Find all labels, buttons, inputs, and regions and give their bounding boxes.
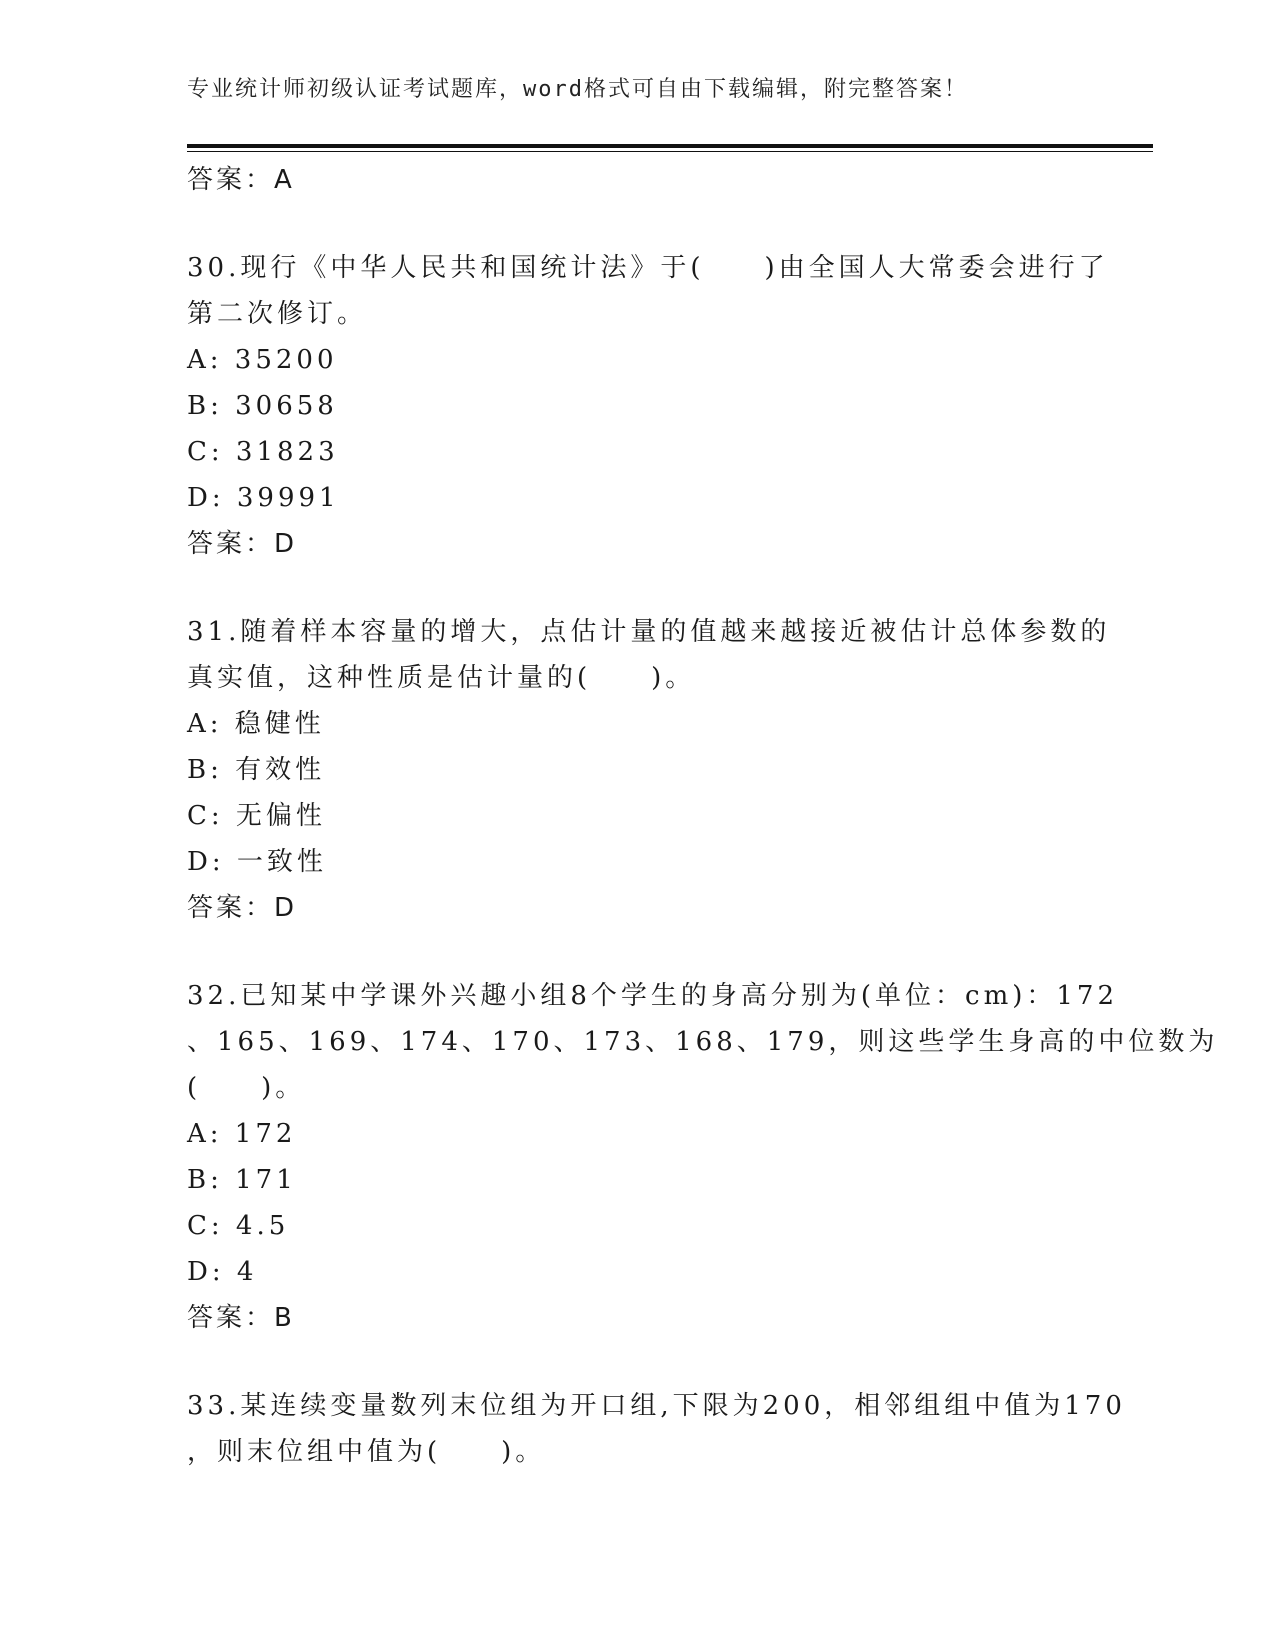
option-d: D: 39991: [187, 483, 340, 513]
answer-line: 答案：A: [187, 165, 295, 195]
question-text: 31.随着样本容量的增大，点估计量的值越来越接近被估计总体参数的: [187, 617, 1111, 647]
question-text: 、165、169、174、170、173、168、179，则这些学生身高的中位数为: [187, 1027, 1219, 1057]
answer-line: 答案：D: [187, 529, 298, 559]
question-text: 真实值，这种性质是估计量的( )。: [187, 663, 696, 693]
option-c: C: 4.5: [187, 1211, 290, 1241]
header-rule-thin: [187, 151, 1153, 152]
question-block: [187, 609, 1111, 931]
header-rule-thick: [187, 144, 1153, 148]
option-a: A: 172: [187, 1119, 297, 1149]
option-d: D: 4: [187, 1257, 258, 1287]
document-body: [187, 157, 1219, 1475]
option-a: A: 稳健性: [187, 709, 325, 739]
question-block: [187, 973, 1219, 1341]
option-c: C: 31823: [187, 437, 339, 467]
question-block: [187, 245, 1109, 567]
option-b: B: 171: [187, 1165, 297, 1195]
answer-line: 答案：D: [187, 893, 298, 923]
answer-line: 答案：B: [187, 1303, 295, 1333]
option-d: D: 一致性: [187, 847, 327, 877]
question-text: 30.现行《中华人民共和国统计法》于( )由全国人大常委会进行了: [187, 253, 1109, 283]
option-c: C: 无偏性: [187, 801, 326, 831]
question-text: 32.已知某中学课外兴趣小组8个学生的身高分别为(单位：cm)：172: [187, 981, 1119, 1011]
question-text: 第二次修订。: [187, 299, 368, 329]
question-text: ，则末位组中值为( )。: [187, 1437, 546, 1467]
question-text: ( )。: [187, 1073, 306, 1103]
question-text: 33.某连续变量数列末位组为开口组,下限为200，相邻组组中值为170: [187, 1391, 1126, 1421]
option-b: B: 有效性: [187, 755, 326, 785]
option-a: A: 35200: [187, 345, 338, 375]
question-block: [187, 1383, 1126, 1475]
option-b: B: 30658: [187, 391, 338, 421]
page-header: 专业统计师初级认证考试题库，word格式可自由下载编辑，附完整答案！: [187, 77, 968, 102]
